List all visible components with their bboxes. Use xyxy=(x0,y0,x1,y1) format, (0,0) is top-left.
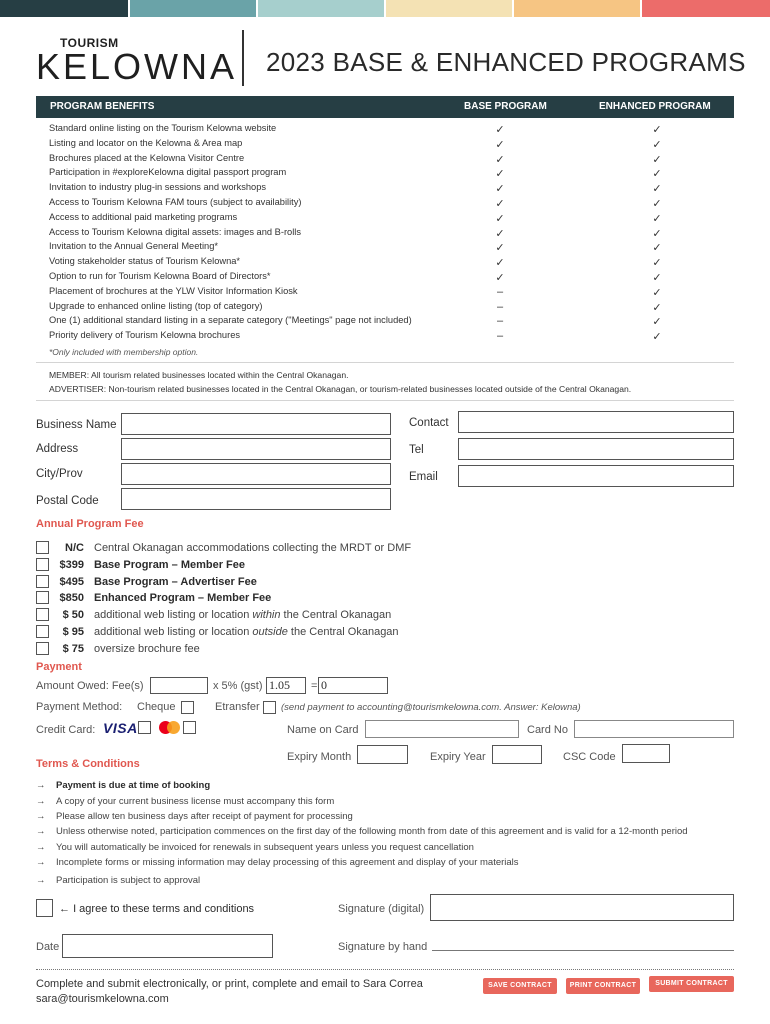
benefit-label: Priority delivery of Tourism Kelowna brochures xyxy=(49,330,241,341)
print-contract-button[interactable]: PRINT CONTRACT xyxy=(566,978,640,994)
benefit-row xyxy=(49,138,739,153)
business-name-label: Business Name xyxy=(36,419,117,431)
fee-checkbox[interactable] xyxy=(36,541,49,554)
benefit-label: Access to additional paid marketing programs xyxy=(49,211,238,222)
fee-amount: $ 50 xyxy=(62,609,84,622)
agree-checkbox[interactable] xyxy=(36,899,53,917)
enhanced-check-icon: ✓ xyxy=(652,227,662,240)
benefit-row xyxy=(49,167,739,182)
membership-note: *Only included with membership option. xyxy=(49,347,199,357)
date-input[interactable] xyxy=(62,934,273,958)
benefit-label: Placement of brochures at the YLW Visitor Information Kiosk xyxy=(49,285,298,296)
enhanced-check-icon: ✓ xyxy=(652,257,662,270)
address-label: Address xyxy=(36,443,79,455)
tel-input[interactable] xyxy=(458,438,734,460)
right-arrow-icon: → xyxy=(36,811,46,822)
color-strip-4 xyxy=(386,0,512,17)
base-check-icon: ✓ xyxy=(495,257,505,270)
expiry-year-label: Expiry Year xyxy=(430,751,486,763)
benefit-row xyxy=(49,286,739,301)
signature-digital-input[interactable] xyxy=(430,894,734,921)
card-no-label: Card No xyxy=(527,724,568,736)
fee-checkbox[interactable] xyxy=(36,642,49,655)
signature-hand-line xyxy=(432,950,734,951)
fee-amount: $495 xyxy=(59,575,84,588)
term-item xyxy=(36,796,334,807)
etransfer-checkbox[interactable] xyxy=(263,701,276,714)
fee-description: Base Program – Advertiser Fee xyxy=(94,575,257,588)
fee-checkbox[interactable] xyxy=(36,625,49,638)
header-enhanced-program: ENHANCED PROGRAM xyxy=(599,101,711,112)
agree-text: I agree to these terms and conditions xyxy=(73,903,255,915)
term-item xyxy=(36,780,210,791)
base-check-icon: ✓ xyxy=(495,212,505,225)
terms-title: Terms & Conditions xyxy=(36,758,140,770)
enhanced-check-icon: ✓ xyxy=(652,242,662,255)
mastercard-checkbox[interactable] xyxy=(183,721,196,734)
name-on-card-label: Name on Card xyxy=(287,724,359,736)
fee-desc-part: the Central Okanagan xyxy=(280,609,392,622)
benefit-label: Access to Tourism Kelowna digital assets: images and B-rolls xyxy=(49,226,301,237)
fee-desc-part: additional web listing or location xyxy=(94,609,253,622)
base-check-icon: – xyxy=(496,285,504,298)
contact-label: Contact xyxy=(409,417,449,429)
term-item xyxy=(36,842,474,853)
benefit-label: Upgrade to enhanced online listing (top of category) xyxy=(49,300,263,311)
fee-amount: $399 xyxy=(59,558,84,571)
enhanced-check-icon: ✓ xyxy=(652,153,662,166)
benefit-label: Invitation to industry plug-in sessions and workshops xyxy=(49,182,267,193)
enhanced-check-icon: ✓ xyxy=(652,286,662,299)
divider xyxy=(36,400,734,401)
fee-description: Enhanced Program – Member Fee xyxy=(94,592,272,605)
logo-kelowna: KELOWNA xyxy=(36,46,238,87)
benefit-label: Listing and locator on the Kelowna & Area map xyxy=(49,137,243,148)
fee-description xyxy=(94,626,399,638)
term-text: Incomplete forms or missing information may delay processing of this agreement and display of your materials xyxy=(56,857,519,868)
fee-description xyxy=(94,609,391,621)
fee-desc-part: additional web listing or location xyxy=(94,626,253,638)
left-arrow-icon: ← xyxy=(59,903,70,915)
base-check-icon: ✓ xyxy=(495,153,505,166)
payment-title: Payment xyxy=(36,661,82,673)
term-item xyxy=(36,857,519,868)
page-title: 2023 BASE & ENHANCED PROGRAMS xyxy=(266,47,746,77)
signature-hand-label: Signature by hand xyxy=(338,941,428,953)
benefit-row xyxy=(49,182,739,197)
term-item xyxy=(36,875,200,886)
fee-checkbox[interactable] xyxy=(36,591,49,604)
benefit-row xyxy=(49,197,739,212)
etransfer-note: (send payment to accounting@tourismkelowna.com. Answer: Kelowna) xyxy=(281,702,581,713)
cheque-label: Cheque xyxy=(137,701,176,713)
term-text: Please allow ten business days after receipt of payment for processing xyxy=(56,811,353,822)
expiry-year-input[interactable] xyxy=(492,745,542,764)
benefit-row xyxy=(49,241,739,256)
fee-description: Central Okanagan accommodations collecting the MRDT or DMF xyxy=(94,542,412,554)
total-value-field: 0 xyxy=(318,677,388,694)
date-label: Date xyxy=(36,941,60,953)
payment-method-label: Payment Method: xyxy=(36,701,123,713)
fee-amount: $ 95 xyxy=(62,626,84,638)
right-arrow-icon: → xyxy=(36,780,46,791)
city-prov-input[interactable] xyxy=(121,463,391,485)
enhanced-check-icon: ✓ xyxy=(652,183,662,196)
benefit-label: Invitation to the Annual General Meeting* xyxy=(49,241,219,252)
visa-checkbox[interactable] xyxy=(138,721,151,734)
benefit-row xyxy=(49,123,739,138)
business-name-input[interactable] xyxy=(121,413,391,435)
postal-code-label: Postal Code xyxy=(36,495,99,507)
enhanced-check-icon: ✓ xyxy=(652,331,662,344)
benefit-row xyxy=(49,330,739,345)
footer-instructions: Complete and submit electronically, or print, complete and email to Sara Correa xyxy=(36,978,423,990)
fee-checkbox[interactable] xyxy=(36,558,49,571)
benefit-label: Voting stakeholder status of Tourism Kelowna* xyxy=(49,256,241,267)
address-input[interactable] xyxy=(121,438,391,460)
base-check-icon: ✓ xyxy=(495,138,505,151)
credit-card-label: Credit Card: xyxy=(36,724,96,736)
benefit-label: Option to run for Tourism Kelowna Board of Directors* xyxy=(49,271,271,281)
right-arrow-icon: → xyxy=(36,875,46,886)
term-text: A copy of your current business license must accompany this form xyxy=(56,796,335,807)
enhanced-check-icon: ✓ xyxy=(652,124,662,136)
divider xyxy=(36,362,734,363)
base-check-icon: ✓ xyxy=(495,242,505,255)
fee-amount-input[interactable] xyxy=(150,677,208,694)
benefit-row xyxy=(49,301,739,316)
email-input[interactable] xyxy=(458,465,734,487)
benefit-row xyxy=(49,256,739,271)
fee-description: Base Program – Member Fee xyxy=(94,558,246,571)
color-strip-3 xyxy=(258,0,384,17)
cheque-checkbox[interactable] xyxy=(181,701,194,714)
fee-description: oversize brochure fee xyxy=(94,642,200,655)
color-strip-2 xyxy=(130,0,256,17)
term-text: You will automatically be invoiced for renewals in subsequent years unless you request cancellation xyxy=(56,842,474,853)
csc-code-input[interactable] xyxy=(622,744,670,763)
expiry-month-input[interactable] xyxy=(357,745,408,764)
color-strip-6 xyxy=(642,0,770,17)
enhanced-check-icon: ✓ xyxy=(652,168,662,181)
fee-desc-emphasis: outside xyxy=(252,626,288,638)
base-check-icon: ✓ xyxy=(495,272,505,284)
benefit-label: Access to Tourism Kelowna FAM tours (subject to availability) xyxy=(49,197,302,207)
fee-amount: $ 75 xyxy=(62,642,84,655)
benefit-row xyxy=(49,153,739,168)
advertiser-definition: ADVERTISER: Non-tourism related businesses located in the Central Okanagan, or tourism-related businesses located outside of the Central Okanagan. xyxy=(49,384,632,394)
term-text: Unless otherwise noted, participation commences on the first day of the following month from date of this agreement and is valid for a 12-month period xyxy=(56,826,688,837)
etransfer-label: Etransfer xyxy=(215,701,260,713)
benefit-label: One (1) additional standard listing in a separate category ("Meetings" page not included) xyxy=(49,315,412,326)
fee-desc-emphasis: within xyxy=(252,609,281,622)
gst-value-field: 1.05 xyxy=(266,677,306,694)
amount-owed-label: Amount Owed: Fee(s) xyxy=(36,680,144,692)
enhanced-check-icon: ✓ xyxy=(652,301,662,314)
enhanced-check-icon: ✓ xyxy=(652,212,662,225)
footer-divider xyxy=(36,969,734,970)
fee-amount: $850 xyxy=(59,592,84,605)
enhanced-check-icon: ✓ xyxy=(652,316,662,329)
benefit-label: Standard online listing on the Tourism Kelowna website xyxy=(49,123,277,133)
right-arrow-icon: → xyxy=(36,842,46,853)
logo-tourism: TOURISM xyxy=(60,36,119,50)
benefit-row xyxy=(49,315,739,330)
term-text: Participation is subject to approval xyxy=(56,875,201,886)
enhanced-check-icon: ✓ xyxy=(652,198,662,210)
tel-label: Tel xyxy=(409,444,424,456)
benefit-label: Participation in #exploreKelowna digital passport program xyxy=(49,167,287,178)
visa-logo: VISA xyxy=(103,720,138,736)
contact-input[interactable] xyxy=(458,411,734,433)
benefit-label: Brochures placed at the Kelowna Visitor Centre xyxy=(49,152,245,163)
gst-label: x 5% (gst) xyxy=(213,680,263,692)
header-program-benefits: PROGRAM BENEFITS xyxy=(50,101,155,112)
agree-label xyxy=(59,903,254,915)
city-prov-label: City/Prov xyxy=(36,468,83,480)
fee-amount: N/C xyxy=(65,542,84,554)
color-strip-5 xyxy=(514,0,640,17)
postal-code-input[interactable] xyxy=(121,488,391,510)
fee-checkbox[interactable] xyxy=(36,608,49,621)
base-check-icon: – xyxy=(496,330,504,343)
signature-digital-label: Signature (digital) xyxy=(338,903,425,915)
fee-checkbox[interactable] xyxy=(36,575,49,588)
benefit-row xyxy=(49,271,739,286)
save-contract-button[interactable]: SAVE CONTRACT xyxy=(483,978,557,994)
color-strip-1 xyxy=(0,0,128,17)
term-item xyxy=(36,811,353,822)
base-check-icon: ✓ xyxy=(495,124,505,136)
member-definition: MEMBER: All tourism related businesses located within the Central Okanagan. xyxy=(49,370,349,380)
benefit-row xyxy=(49,212,739,227)
csc-code-label: CSC Code xyxy=(563,751,616,763)
enhanced-check-icon: ✓ xyxy=(652,138,662,151)
right-arrow-icon: → xyxy=(36,857,46,868)
base-check-icon: – xyxy=(496,300,504,313)
annual-fee-title: Annual Program Fee xyxy=(36,518,144,530)
equals-sign: = xyxy=(311,680,318,692)
base-check-icon: ✓ xyxy=(495,227,505,240)
name-on-card-input[interactable] xyxy=(365,720,519,738)
email-label: Email xyxy=(409,471,438,483)
fee-desc-part: the Central Okanagan xyxy=(287,626,399,638)
footer-email[interactable]: sara@tourismkelowna.com xyxy=(36,993,169,1005)
header-base-program: BASE PROGRAM xyxy=(464,101,547,112)
base-check-icon: ✓ xyxy=(495,198,505,210)
term-text: Payment is due at time of booking xyxy=(56,780,211,791)
base-check-icon: ✓ xyxy=(495,183,505,196)
right-arrow-icon: → xyxy=(36,796,46,807)
submit-contract-button[interactable]: SUBMIT CONTRACT xyxy=(649,976,734,992)
card-no-input[interactable] xyxy=(574,720,734,738)
term-item xyxy=(36,826,688,837)
base-check-icon: ✓ xyxy=(495,168,505,181)
benefit-row xyxy=(49,227,739,242)
logo-divider xyxy=(242,30,244,86)
right-arrow-icon: → xyxy=(36,826,46,837)
base-check-icon: – xyxy=(496,315,504,328)
benefits-header xyxy=(36,96,734,118)
mastercard-icon-overlap xyxy=(167,721,180,734)
expiry-month-label: Expiry Month xyxy=(287,751,352,763)
enhanced-check-icon: ✓ xyxy=(652,272,662,284)
